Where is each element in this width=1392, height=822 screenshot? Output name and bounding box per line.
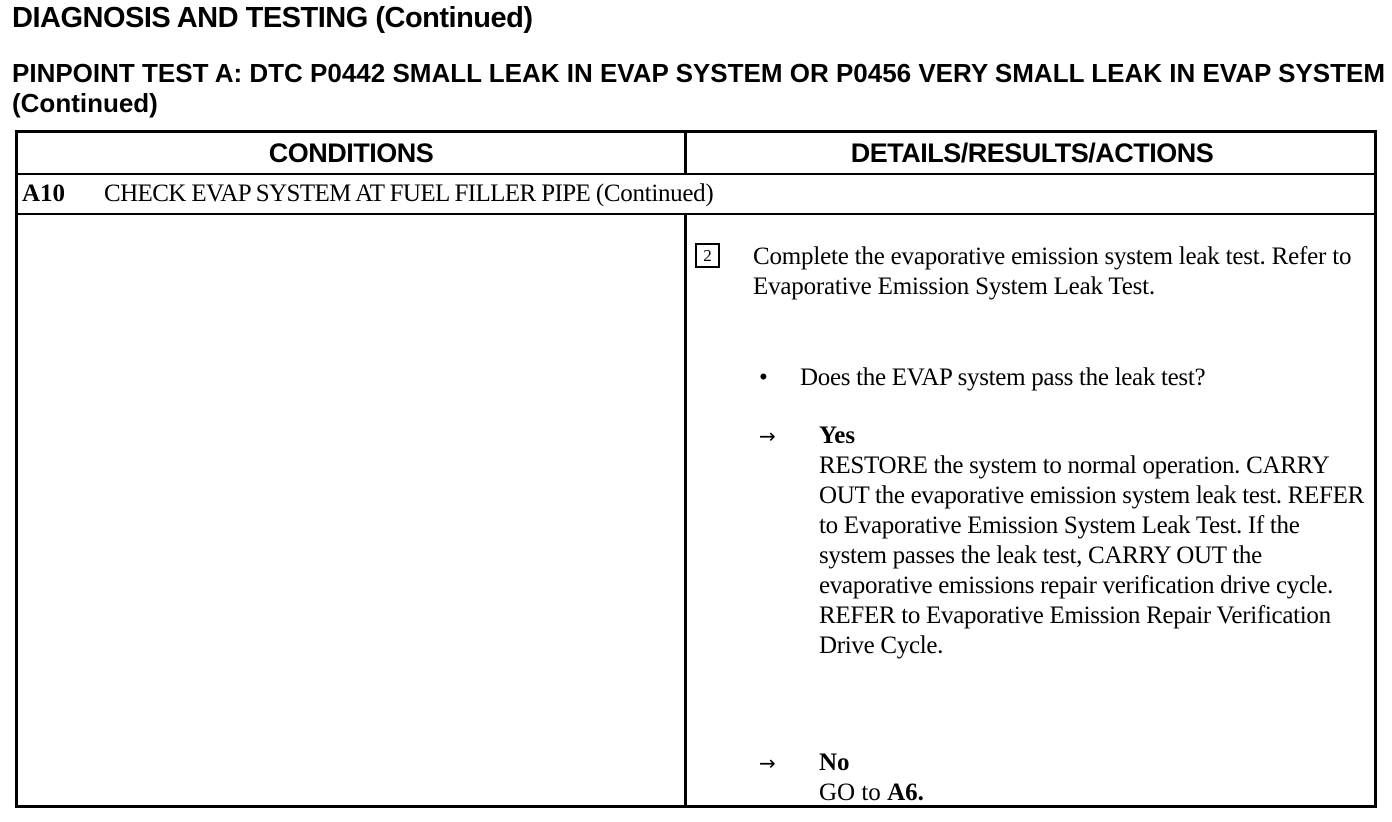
details-column-header: DETAILS/RESULTS/ACTIONS [850,138,1214,168]
substep-question: Does the EVAP system pass the leak test? [800,364,1206,391]
step-continued: (Continued) [595,180,714,207]
no-action-prefix: GO to [819,779,881,806]
bullet-icon: • [759,364,768,391]
column-divider [684,215,687,808]
step-row [18,175,1374,215]
yes-label: Yes [819,422,856,449]
no-action-target: A6. [887,779,924,806]
no-label: No [819,749,850,776]
pinpoint-test-title: PINPOINT TEST A: DTC P0442 SMALL LEAK IN EVAP SYSTEM OR P0456 VERY SMALL LEAK IN EVAP SYSTEM (Continued) [12,58,1385,118]
step-title-text: CHECK EVAP SYSTEM AT FUEL FILLER PIPE [104,180,591,207]
step-title [104,175,713,213]
table-header-row [18,133,1374,175]
arrow-right-icon: → [759,424,776,448]
arrow-right-icon: → [759,751,776,775]
page-heading: DIAGNOSIS AND TESTING (Continued) [12,2,533,34]
pinpoint-test-table [15,130,1377,808]
substep-instruction: Complete the evaporative emission system leak test. Refer to Evaporative Emission System Leak Test. [753,243,1352,300]
step-id: A10 [22,180,66,207]
conditions-column-header: CONDITIONS [268,138,434,168]
yes-action-text: RESTORE the system to normal operation. CARRY OUT the evaporative emission system leak test. REFER to Evaporative Emission System Leak Test. If the system passes the leak test, CARRY OUT the evaporative emissions repair verification drive cycle. REFER to Evaporative Emission Repair Verification Drive Cycle. [819,452,1364,659]
substep-number-box: 2 [695,243,720,268]
no-action-text [819,778,924,808]
